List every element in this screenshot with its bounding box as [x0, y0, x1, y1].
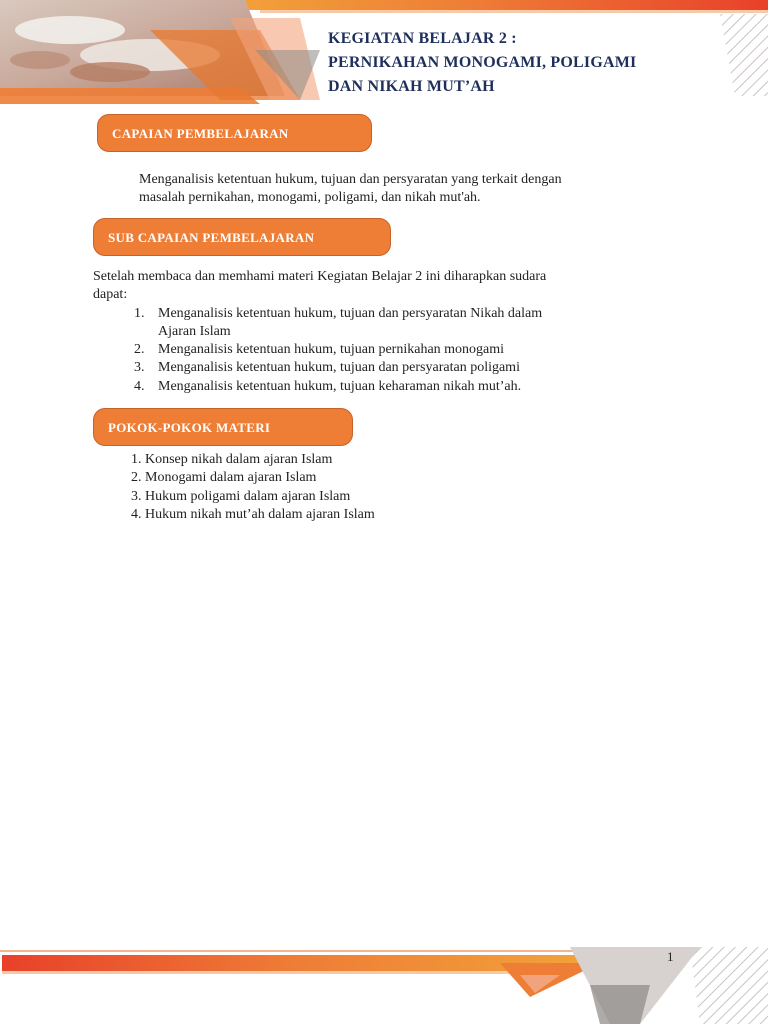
capaian-pembelajaran-heading: CAPAIAN PEMBELAJARAN [97, 114, 372, 152]
sub-capaian-intro-line-1: Setelah membaca dan memhami materi Kegiatan Belajar 2 ini diharapkan sudara [93, 269, 547, 284]
list-item-number: 3. [134, 360, 145, 375]
list-item-continuation: Ajaran Islam [158, 324, 231, 339]
sub-capaian-heading: SUB CAPAIAN PEMBELAJARAN [93, 218, 391, 256]
list-item: Menganalisis ketentuan hukum, tujuan pernikahan monogami [158, 342, 505, 357]
list-item: 1. Konsep nikah dalam ajaran Islam [131, 452, 333, 467]
title-line-2: PERNIKAHAN MONOGAMI, POLIGAMI [328, 54, 637, 71]
footer-decoration [0, 935, 768, 1024]
page-number: 1 [667, 949, 674, 964]
list-item-number: 2. [134, 342, 145, 357]
list-item: Menganalisis ketentuan hukum, tujuan keharaman nikah mut’ah. [158, 379, 522, 394]
capaian-text-line-1: Menganalisis ketentuan hukum, tujuan dan persyaratan yang terkait dengan [139, 172, 562, 187]
list-item: 2. Monogami dalam ajaran Islam [131, 470, 317, 485]
title-line-1: KEGIATAN BELAJAR 2 : [328, 30, 517, 47]
title-line-3: DAN NIKAH MUT’AH [328, 78, 495, 95]
list-item-number: 1. [134, 306, 145, 321]
list-item: Menganalisis ketentuan hukum, tujuan dan persyaratan Nikah dalam [158, 306, 543, 321]
list-item: Menganalisis ketentuan hukum, tujuan dan persyaratan poligami [158, 360, 520, 375]
list-item: 3. Hukum poligami dalam ajaran Islam [131, 489, 351, 504]
capaian-text-line-2: masalah pernikahan, monogami, poligami, dan nikah mut'ah. [139, 190, 481, 205]
sub-capaian-intro-line-2: dapat: [93, 287, 128, 302]
list-item: 4. Hukum nikah mut’ah dalam ajaran Islam [131, 507, 375, 522]
pokok-materi-heading: POKOK-POKOK MATERI [93, 408, 353, 446]
list-item-number: 4. [134, 379, 145, 394]
